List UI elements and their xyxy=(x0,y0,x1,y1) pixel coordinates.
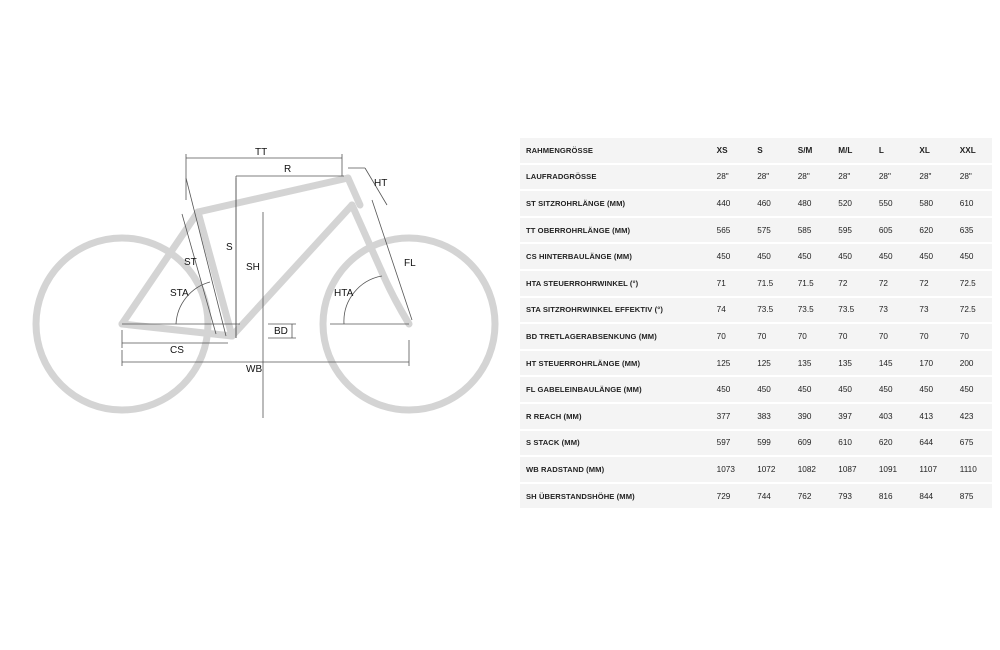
row-value: 135 xyxy=(790,351,831,376)
header-size: M/L xyxy=(830,138,871,163)
label-tt: TT xyxy=(255,147,268,158)
row-label: HT STEUERROHRLÄNGE (MM) xyxy=(520,351,709,376)
row-value: 575 xyxy=(749,218,790,243)
row-value: 450 xyxy=(830,377,871,402)
label-wb: WB xyxy=(246,364,263,375)
row-value: 28" xyxy=(830,165,871,190)
row-value: 480 xyxy=(790,191,831,216)
row-value: 72 xyxy=(911,271,951,296)
row-value: 450 xyxy=(749,377,790,402)
row-label: SH ÜBERSTANDSHÖHE (MM) xyxy=(520,484,709,509)
label-fl: FL xyxy=(404,258,416,269)
label-ht: HT xyxy=(374,178,388,189)
row-value: 28" xyxy=(952,165,992,190)
row-value: 450 xyxy=(911,377,951,402)
row-label: TT OBERROHRLÄNGE (MM) xyxy=(520,218,709,243)
row-value: 450 xyxy=(952,377,992,402)
row-value: 620 xyxy=(871,431,912,456)
row-value: 1072 xyxy=(749,457,790,482)
table-row xyxy=(520,191,992,216)
row-value: 170 xyxy=(911,351,951,376)
row-value: 816 xyxy=(871,484,912,509)
row-value: 28" xyxy=(709,165,750,190)
row-value: 28" xyxy=(911,165,951,190)
row-value: 71.5 xyxy=(749,271,790,296)
table-row xyxy=(520,165,992,190)
table-row xyxy=(520,484,992,509)
row-label: FL GABELEINBAULÄNGE (MM) xyxy=(520,377,709,402)
table-row xyxy=(520,298,992,323)
row-value: 403 xyxy=(871,404,912,429)
table-header-row xyxy=(520,138,992,163)
row-value: 73.5 xyxy=(790,298,831,323)
row-value: 413 xyxy=(911,404,951,429)
row-value: 70 xyxy=(790,324,831,349)
row-value: 450 xyxy=(790,244,831,269)
row-value: 610 xyxy=(952,191,992,216)
row-value: 72 xyxy=(871,271,912,296)
label-hta: HTA xyxy=(334,288,354,299)
table-row xyxy=(520,404,992,429)
row-value: 597 xyxy=(709,431,750,456)
row-value: 70 xyxy=(952,324,992,349)
row-value: 450 xyxy=(790,377,831,402)
row-value: 73 xyxy=(871,298,912,323)
row-value: 844 xyxy=(911,484,951,509)
row-value: 644 xyxy=(911,431,951,456)
row-value: 72.5 xyxy=(952,271,992,296)
label-sta: STA xyxy=(170,288,189,299)
header-size: XL xyxy=(911,138,951,163)
row-value: 729 xyxy=(709,484,750,509)
label-r: R xyxy=(284,164,292,175)
row-label: STA SITZROHRWINKEL EFFEKTIV (°) xyxy=(520,298,709,323)
row-value: 595 xyxy=(830,218,871,243)
row-value: 70 xyxy=(911,324,951,349)
row-value: 440 xyxy=(709,191,750,216)
table-row xyxy=(520,244,992,269)
row-value: 675 xyxy=(952,431,992,456)
row-value: 70 xyxy=(830,324,871,349)
row-label: BD TRETLAGERABSENKUNG (MM) xyxy=(520,324,709,349)
row-value: 875 xyxy=(952,484,992,509)
row-value: 72.5 xyxy=(952,298,992,323)
row-label: HTA STEUERROHRWINKEL (°) xyxy=(520,271,709,296)
row-value: 73.5 xyxy=(830,298,871,323)
table-row xyxy=(520,271,992,296)
row-value: 762 xyxy=(790,484,831,509)
row-value: 71.5 xyxy=(790,271,831,296)
header-size: S/M xyxy=(790,138,831,163)
row-value: 580 xyxy=(911,191,951,216)
row-value: 145 xyxy=(871,351,912,376)
row-value: 28" xyxy=(871,165,912,190)
row-value: 450 xyxy=(911,244,951,269)
row-value: 200 xyxy=(952,351,992,376)
row-value: 460 xyxy=(749,191,790,216)
row-label: R REACH (MM) xyxy=(520,404,709,429)
row-value: 1107 xyxy=(911,457,951,482)
row-value: 450 xyxy=(871,244,912,269)
label-cs: CS xyxy=(170,345,184,356)
row-value: 744 xyxy=(749,484,790,509)
row-value: 390 xyxy=(790,404,831,429)
row-value: 1091 xyxy=(871,457,912,482)
row-value: 605 xyxy=(871,218,912,243)
row-value: 609 xyxy=(790,431,831,456)
row-value: 599 xyxy=(749,431,790,456)
row-value: 565 xyxy=(709,218,750,243)
row-value: 135 xyxy=(830,351,871,376)
row-value: 520 xyxy=(830,191,871,216)
row-value: 72 xyxy=(830,271,871,296)
header-size: L xyxy=(871,138,912,163)
label-s: S xyxy=(226,242,233,253)
row-value: 397 xyxy=(830,404,871,429)
header-size: XXL xyxy=(952,138,992,163)
row-value: 550 xyxy=(871,191,912,216)
header-size: XS xyxy=(709,138,750,163)
row-value: 620 xyxy=(911,218,951,243)
header-size: S xyxy=(749,138,790,163)
row-value: 450 xyxy=(952,244,992,269)
row-value: 70 xyxy=(709,324,750,349)
row-value: 70 xyxy=(871,324,912,349)
row-label: S STACK (MM) xyxy=(520,431,709,456)
row-value: 610 xyxy=(830,431,871,456)
header-label: RAHMENGRÖSSE xyxy=(520,138,709,163)
row-value: 1082 xyxy=(790,457,831,482)
row-value: 450 xyxy=(871,377,912,402)
row-value: 450 xyxy=(709,244,750,269)
table-row xyxy=(520,324,992,349)
row-label: WB RADSTAND (MM) xyxy=(520,457,709,482)
row-value: 73.5 xyxy=(749,298,790,323)
label-st: ST xyxy=(184,257,197,268)
row-label: ST SITZROHRLÄNGE (MM) xyxy=(520,191,709,216)
row-label: CS HINTERBAULÄNGE (MM) xyxy=(520,244,709,269)
row-value: 70 xyxy=(749,324,790,349)
row-label: LAUFRADGRÖSSE xyxy=(520,165,709,190)
row-value: 28" xyxy=(749,165,790,190)
row-value: 1073 xyxy=(709,457,750,482)
row-value: 450 xyxy=(830,244,871,269)
geometry-table xyxy=(520,136,992,510)
table-row xyxy=(520,218,992,243)
frame xyxy=(122,178,409,336)
row-value: 1110 xyxy=(952,457,992,482)
row-value: 450 xyxy=(749,244,790,269)
row-value: 125 xyxy=(709,351,750,376)
row-value: 73 xyxy=(911,298,951,323)
row-value: 793 xyxy=(830,484,871,509)
row-value: 383 xyxy=(749,404,790,429)
row-value: 377 xyxy=(709,404,750,429)
row-value: 450 xyxy=(709,377,750,402)
row-value: 635 xyxy=(952,218,992,243)
row-value: 28" xyxy=(790,165,831,190)
row-value: 1087 xyxy=(830,457,871,482)
row-value: 71 xyxy=(709,271,750,296)
table-row xyxy=(520,377,992,402)
row-value: 423 xyxy=(952,404,992,429)
table-row xyxy=(520,351,992,376)
row-value: 585 xyxy=(790,218,831,243)
label-bd: BD xyxy=(274,326,288,337)
table-row xyxy=(520,431,992,456)
label-sh: SH xyxy=(246,262,260,273)
table-row xyxy=(520,457,992,482)
row-value: 74 xyxy=(709,298,750,323)
row-value: 125 xyxy=(749,351,790,376)
